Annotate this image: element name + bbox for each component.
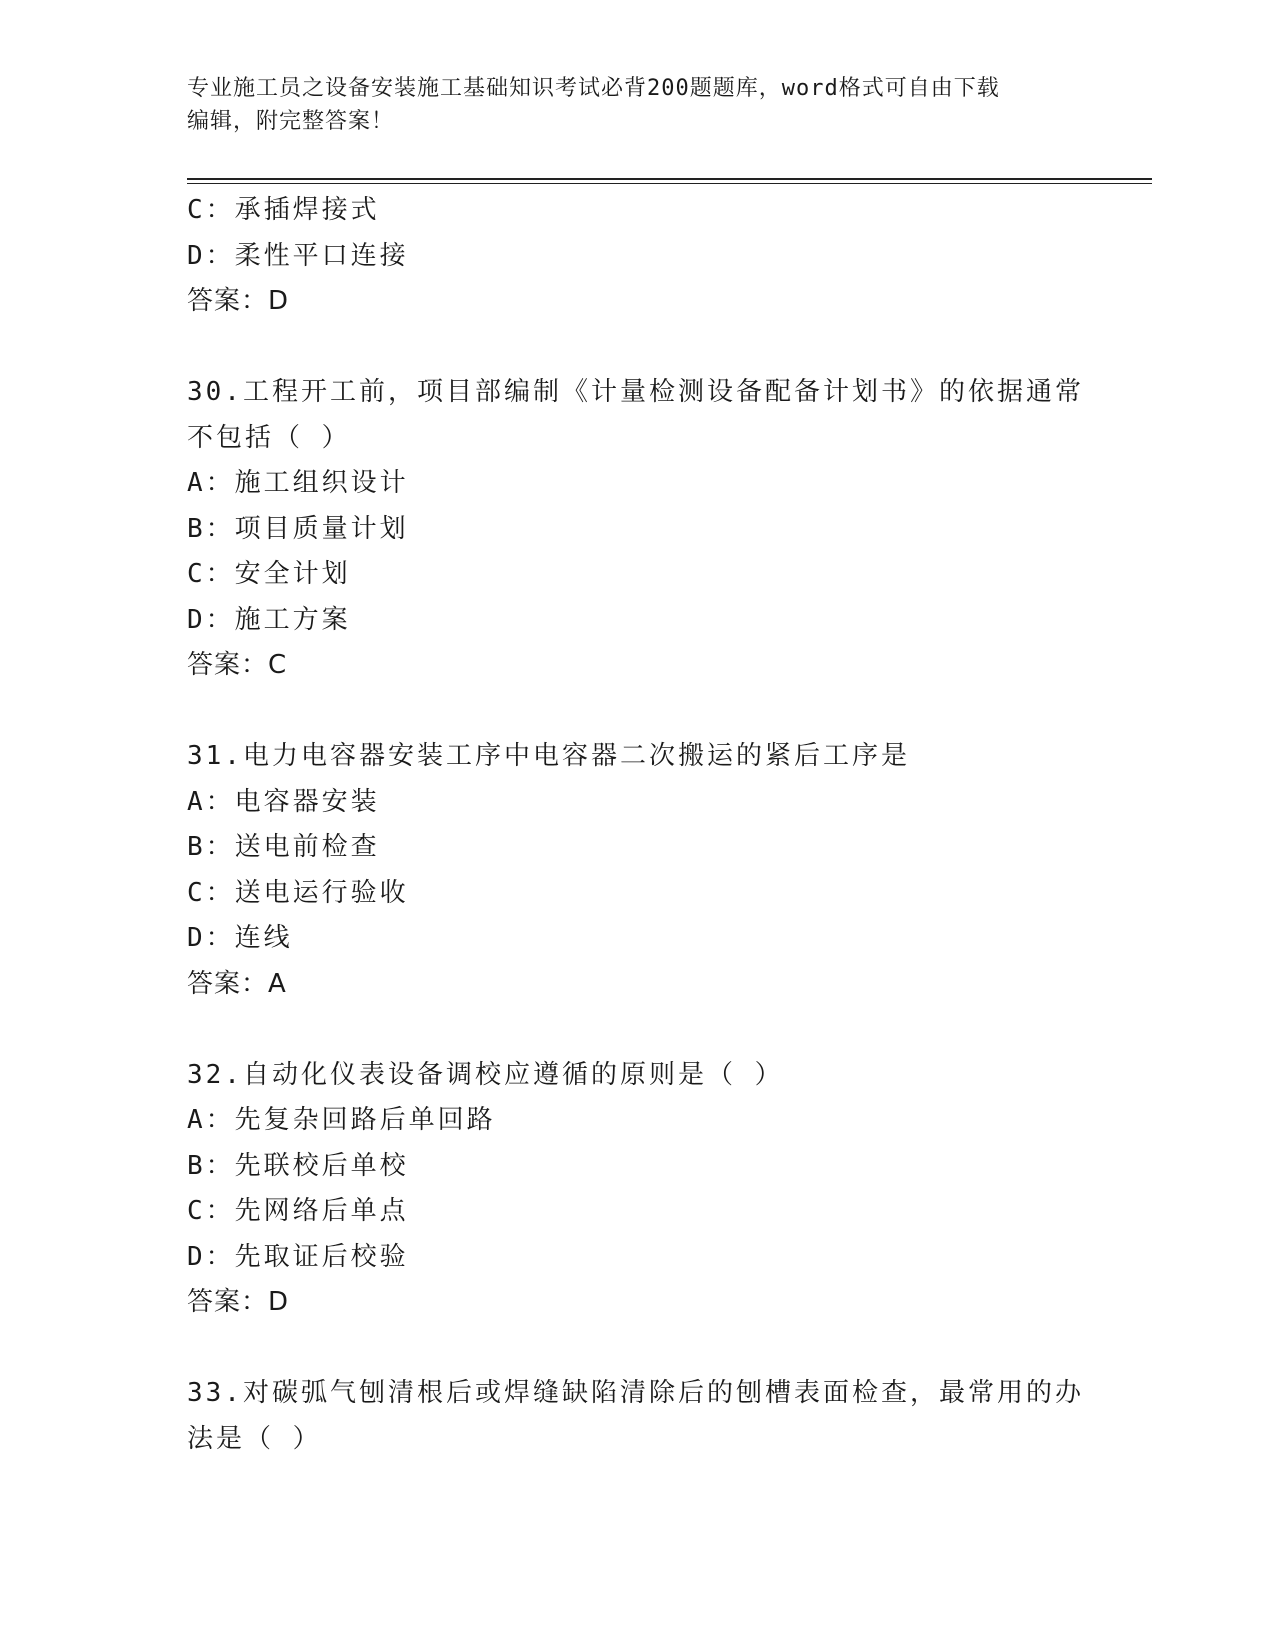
question-30 <box>187 370 1147 689</box>
q30-option-b: B：项目质量计划 <box>187 513 409 544</box>
q30-option-c: C：安全计划 <box>187 559 351 589</box>
q32-answer: 答案：D <box>187 1287 290 1317</box>
q31-option-a: A：电容器安装 <box>187 786 380 817</box>
q33-stem-line2: 法是（ ） <box>187 1423 322 1454</box>
q31-stem-line1: 31.电力电容器安装工序中电容器二次搬运的紧后工序是 <box>187 741 910 771</box>
q31-option-d: D：连线 <box>187 923 293 953</box>
header-divider-thick <box>187 178 1152 180</box>
q32-option-c: C：先网络后单点 <box>187 1196 409 1226</box>
q30-option-d: D：施工方案 <box>187 604 351 635</box>
q32-option-b: B：先联校后单校 <box>187 1150 409 1181</box>
question-32 <box>187 1053 1147 1326</box>
q30-option-a: A：施工组织设计 <box>187 468 409 498</box>
header-title-line1: 专业施工员之设备安装施工基础知识考试必背200题题库，word格式可自由下载 <box>187 76 1000 101</box>
q32-stem-line1: 32.自动化仪表设备调校应遵循的原则是（ ） <box>187 1059 784 1090</box>
q29-option-d: D：柔性平口连接 <box>187 240 409 271</box>
document-header <box>187 72 1087 138</box>
q31-option-b: B：送电前检查 <box>187 832 380 862</box>
header-title-line2: 编辑，附完整答案！ <box>187 109 395 134</box>
question-29 <box>187 188 1147 325</box>
question-31 <box>187 734 1147 1007</box>
q29-answer: 答案：D <box>187 286 290 316</box>
q32-option-a: A：先复杂回路后单回路 <box>187 1105 496 1135</box>
q30-stem-line1: 30.工程开工前，项目部编制《计量检测设备配备计划书》的依据通常 <box>187 377 1084 407</box>
q31-option-c: C：送电运行验收 <box>187 877 409 908</box>
question-33 <box>187 1371 1147 1462</box>
q33-stem-line1: 33.对碳弧气刨清根后或焊缝缺陷清除后的刨槽表面检查，最常用的办 <box>187 1378 1084 1408</box>
q30-stem-line2: 不包括（ ） <box>187 422 351 453</box>
header-divider-thin <box>187 183 1152 184</box>
q31-answer: 答案：A <box>187 968 287 999</box>
q30-answer: 答案：C <box>187 650 288 680</box>
q29-option-c: C：承插焊接式 <box>187 195 380 225</box>
question-list <box>187 188 1147 1462</box>
q32-option-d: D：先取证后校验 <box>187 1241 409 1272</box>
